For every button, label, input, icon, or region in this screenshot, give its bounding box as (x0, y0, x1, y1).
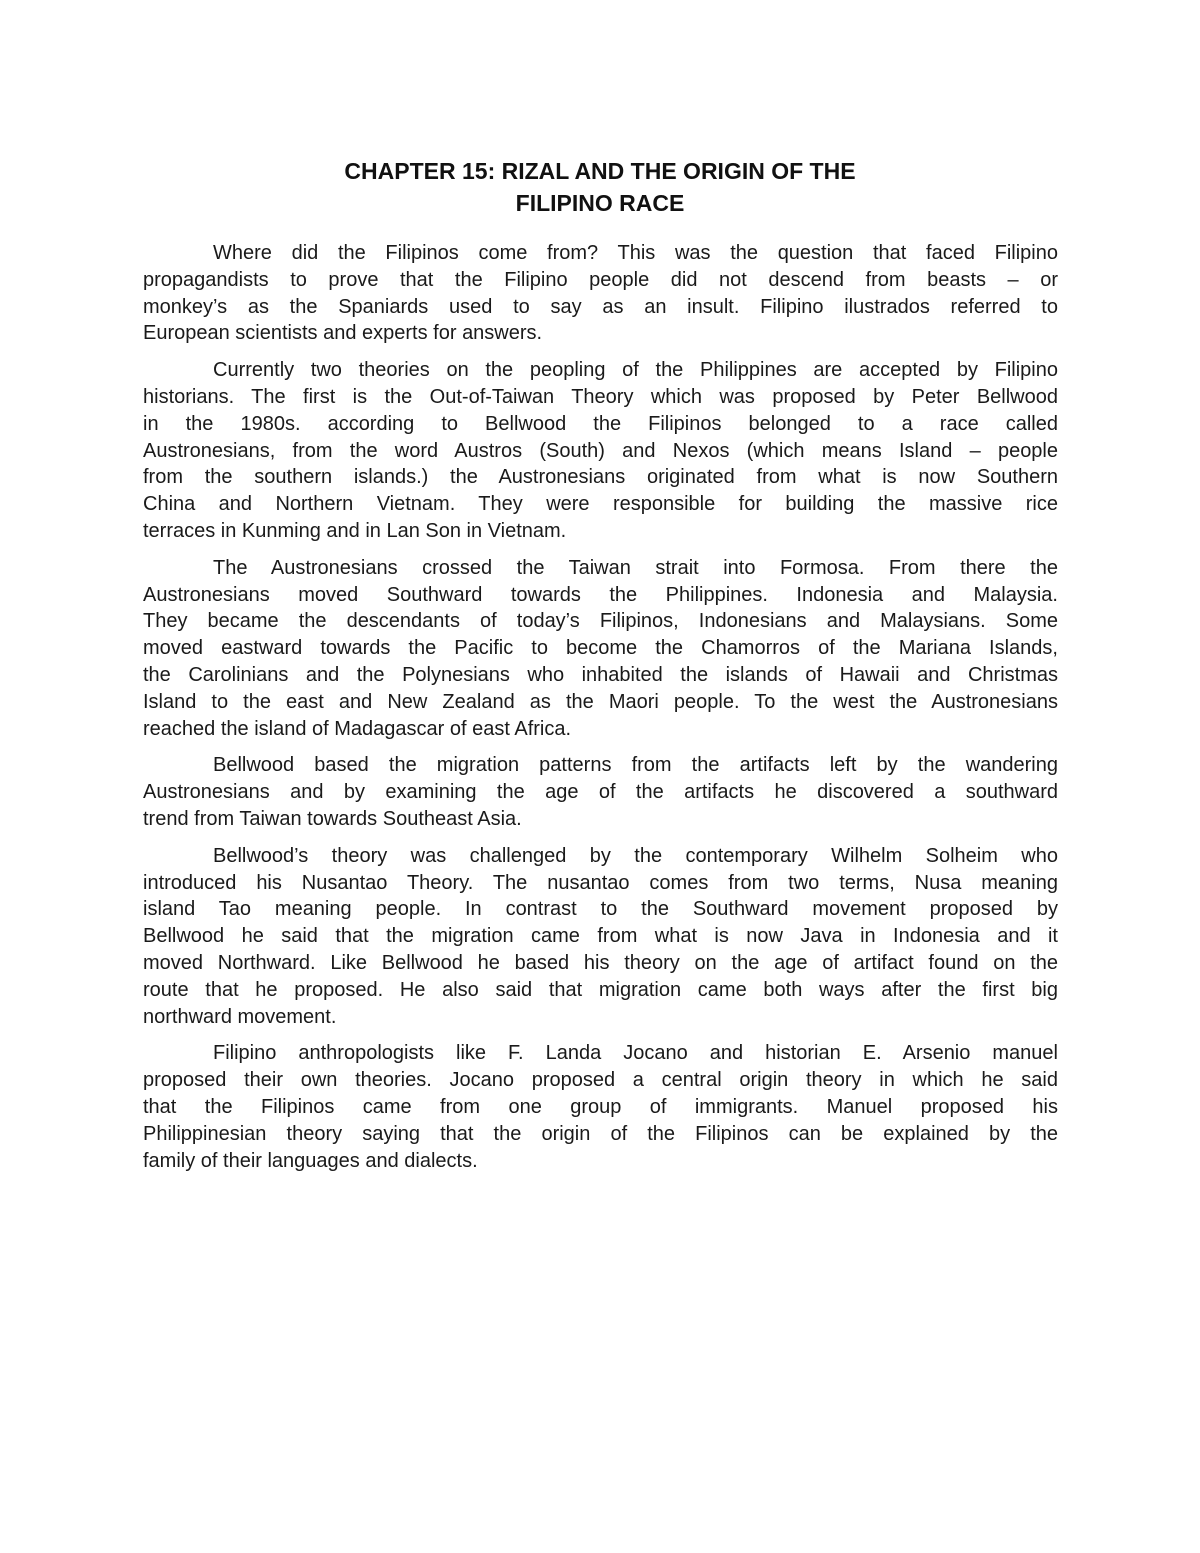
text-line: reached the island of Madagascar of east Africa. (143, 717, 572, 740)
text-line: Bellwood based the migration patterns from the artifacts left by the wandering (213, 754, 1058, 777)
text-line: historians. The first is the Out-of-Taiwan Theory which was proposed by Peter Bellwood (143, 385, 1058, 408)
text-line: propagandists to prove that the Filipino people did not descend from beasts – or (143, 268, 1058, 291)
paragraph-intro (143, 240, 1058, 347)
text-line: European scientists and experts for answers. (143, 322, 543, 345)
text-line: route that he proposed. He also said that migration came both ways after the first big (143, 978, 1058, 1001)
paragraph-out-of-taiwan (143, 357, 1058, 545)
text-line: moved Northward. Like Bellwood he based his theory on the age of artifact found on the (143, 951, 1058, 974)
text-line: moved eastward towards the Pacific to become the Chamorros of the Mariana Islands, (143, 637, 1058, 660)
text-line: island Tao meaning people. In contrast to the Southward movement proposed by (143, 898, 1058, 921)
text-line: Bellwood he said that the migration came from what is now Java in Indonesia and it (143, 925, 1058, 948)
text-line: Philippinesian theory saying that the origin of the Filipinos can be explained by the (143, 1122, 1058, 1145)
text-line: introduced his Nusantao Theory. The nusantao comes from two terms, Nusa meaning (143, 871, 1058, 894)
paragraph-nusantao (143, 843, 1058, 1031)
document-body (143, 240, 1058, 1184)
text-line: the Carolinians and the Polynesians who inhabited the islands of Hawaii and Christmas (143, 663, 1058, 686)
chapter-title (0, 155, 1200, 219)
text-line: Currently two theories on the peopling of the Philippines are accepted by Filipino (213, 359, 1058, 382)
text-line: Filipino anthropologists like F. Landa Jocano and historian E. Arsenio manuel (213, 1042, 1058, 1065)
text-line: The Austronesians crossed the Taiwan strait into Formosa. From there the (213, 556, 1058, 579)
chapter-title-line: FILIPINO RACE (515, 190, 685, 216)
paragraph-artifacts (143, 752, 1058, 832)
text-line: trend from Taiwan towards Southeast Asia. (143, 807, 522, 830)
paragraph-migration (143, 555, 1058, 743)
text-line: Austronesians and by examining the age of the artifacts he discovered a southward (143, 781, 1058, 804)
text-line: monkey’s as the Spaniards used to say as an insult. Filipino ilustrados referred to (143, 295, 1058, 318)
chapter-title-line: CHAPTER 15: RIZAL AND THE ORIGIN OF THE (344, 158, 856, 184)
text-line: in the 1980s. according to Bellwood the Filipinos belonged to a race called (143, 412, 1058, 435)
text-line: Austronesians, from the word Austros (South) and Nexos (which means Island – people (143, 439, 1058, 462)
text-line: terraces in Kunming and in Lan Son in Vietnam. (143, 519, 567, 542)
text-line: China and Northern Vietnam. They were responsible for building the massive rice (143, 493, 1058, 516)
text-line: Austronesians moved Southward towards the Philippines. Indonesia and Malaysia. (143, 583, 1058, 606)
text-line: northward movement. (143, 1005, 337, 1028)
text-line: family of their languages and dialects. (143, 1149, 478, 1172)
text-line: They became the descendants of today’s Filipinos, Indonesians and Malaysians. Some (143, 610, 1058, 633)
text-line: Where did the Filipinos come from? This was the question that faced Filipino (213, 242, 1058, 264)
text-line: Island to the east and New Zealand as the Maori people. To the west the Austronesians (143, 690, 1058, 713)
paragraph-filipino-theories (143, 1040, 1058, 1174)
text-line: that the Filipinos came from one group of immigrants. Manuel proposed his (143, 1095, 1058, 1118)
text-line: proposed their own theories. Jocano proposed a central origin theory in which he said (143, 1069, 1058, 1092)
text-line: from the southern islands.) the Austronesians originated from what is now Southern (143, 466, 1058, 489)
text-line: Bellwood’s theory was challenged by the contemporary Wilhelm Solheim who (213, 844, 1058, 867)
